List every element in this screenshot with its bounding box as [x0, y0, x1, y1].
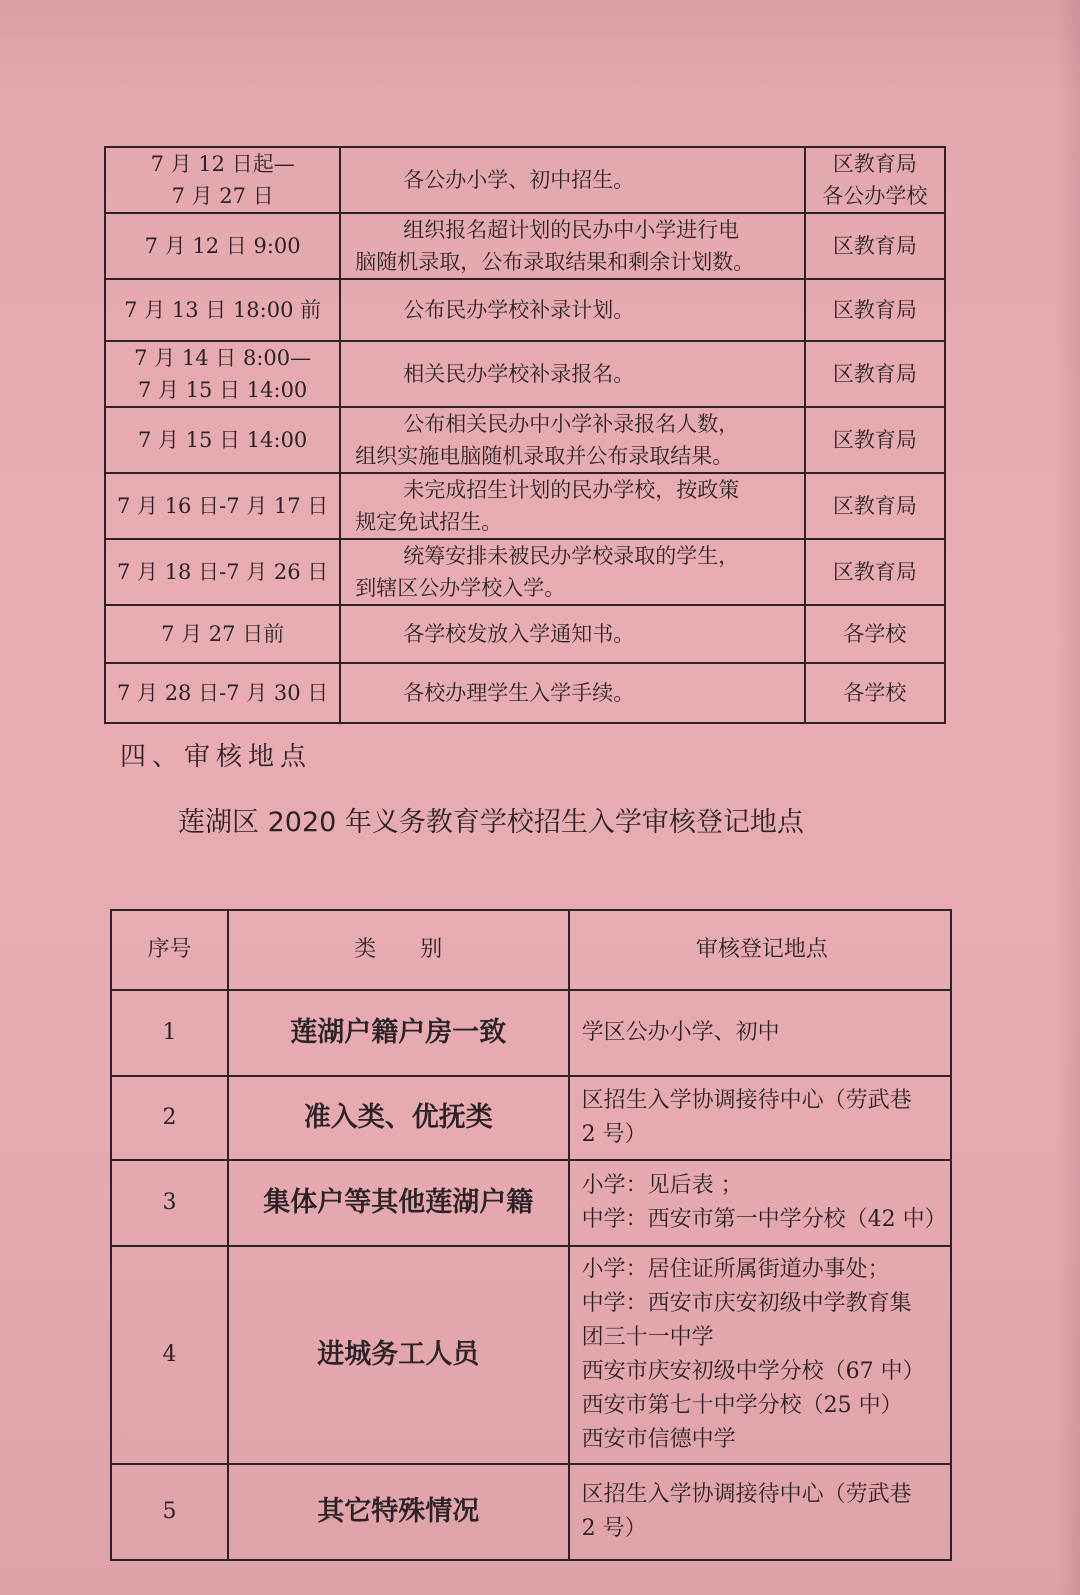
schedule-task: 各学校发放入学通知书。	[403, 622, 635, 646]
location-place-cell	[569, 1076, 951, 1160]
schedule-date-cell	[105, 341, 340, 407]
schedule-task-cell	[340, 539, 805, 605]
schedule-dept: 区教育局	[832, 494, 917, 518]
schedule-date-cell	[105, 539, 340, 605]
schedule-dept: 区教育局	[832, 362, 917, 386]
schedule-date-cell	[105, 147, 340, 213]
schedule-date: 7 月 14 日 8:00—	[134, 346, 312, 370]
location-row-number: 2	[111, 1076, 228, 1160]
location-place-cell	[569, 990, 951, 1076]
location-place-cell	[569, 1160, 951, 1246]
paper-edge-shadow	[1056, 0, 1080, 1595]
schedule-dept: 各学校	[843, 622, 907, 646]
section-heading: 四、审核地点	[120, 742, 313, 772]
schedule-date-cell	[105, 605, 340, 663]
schedule-row	[105, 213, 945, 279]
schedule-task: 组织报名超计划的民办中小学进行电	[403, 218, 740, 242]
schedule-row	[105, 147, 945, 213]
schedule-dept: 区教育局	[832, 152, 917, 176]
schedule-task-cell	[340, 605, 805, 663]
schedule-dept-cell	[805, 407, 945, 473]
location-category: 进城务工人员	[228, 1246, 569, 1464]
schedule-task-cell	[340, 473, 805, 539]
location-row	[111, 990, 951, 1076]
location-place: 中学：西安市第一中学分校（42 中）	[581, 1207, 947, 1232]
location-table-title: 莲湖区 2020 年义务教育学校招生入学审核登记地点	[178, 807, 804, 838]
location-row	[111, 1464, 951, 1560]
location-row	[111, 1160, 951, 1246]
location-place: 中学：西安市庆安初级中学教育集	[581, 1291, 912, 1316]
schedule-dept: 区教育局	[832, 560, 917, 584]
schedule-dept: 区教育局	[832, 234, 917, 258]
schedule-table	[104, 146, 946, 724]
location-row-number: 5	[111, 1464, 228, 1560]
schedule-dept-cell	[805, 279, 945, 341]
schedule-date: 7 月 13 日 18:00 前	[124, 298, 322, 322]
schedule-date: 7 月 12 日起—	[150, 152, 295, 176]
schedule-row	[105, 663, 945, 723]
schedule-date-cell	[105, 407, 340, 473]
schedule-date: 7 月 16 日-7 月 17 日	[116, 494, 329, 518]
location-place: 西安市庆安初级中学分校（67 中）	[581, 1359, 925, 1384]
schedule-task-cell	[340, 279, 805, 341]
schedule-date: 7 月 27 日	[171, 184, 274, 208]
location-place: 2 号）	[581, 1122, 647, 1147]
location-row-number: 1	[111, 990, 228, 1076]
schedule-task-cell	[340, 663, 805, 723]
schedule-task-cell	[340, 213, 805, 279]
schedule-row	[105, 279, 945, 341]
schedule-date: 7 月 28 日-7 月 30 日	[116, 681, 329, 705]
schedule-dept: 区教育局	[832, 428, 917, 452]
schedule-row	[105, 473, 945, 539]
location-row	[111, 1246, 951, 1464]
schedule-row	[105, 605, 945, 663]
location-place: 小学：居住证所属街道办事处；	[581, 1257, 890, 1282]
schedule-task: 各校办理学生入学手续。	[403, 681, 635, 705]
schedule-task: 统筹安排未被民办学校录取的学生，	[403, 544, 740, 568]
schedule-task-cell	[340, 147, 805, 213]
schedule-date: 7 月 18 日-7 月 26 日	[116, 560, 329, 584]
schedule-task: 脑随机录取，公布录取结果和剩余计划数。	[355, 250, 755, 274]
location-place: 学区公办小学、初中	[581, 1020, 780, 1045]
schedule-date-cell	[105, 663, 340, 723]
location-place: 区招生入学协调接待中心（劳武巷	[581, 1482, 912, 1507]
header-number: 序号	[111, 910, 228, 990]
location-place: 西安市信德中学	[581, 1427, 736, 1452]
schedule-task-cell	[340, 341, 805, 407]
location-place: 西安市第七十中学分校（25 中）	[581, 1393, 903, 1418]
location-place: 团三十一中学	[581, 1325, 714, 1350]
location-category: 其它特殊情况	[228, 1464, 569, 1560]
location-table	[110, 909, 952, 1561]
schedule-task: 相关民办学校补录报名。	[403, 362, 635, 386]
schedule-dept: 各公办学校	[822, 184, 928, 208]
location-place: 小学：见后表 ；	[581, 1173, 743, 1198]
location-category: 准入类、优抚类	[228, 1076, 569, 1160]
schedule-date: 7 月 15 日 14:00	[137, 378, 308, 402]
location-table-header-row	[111, 910, 951, 990]
schedule-date: 7 月 15 日 14:00	[137, 428, 308, 452]
schedule-task: 到辖区公办学校入学。	[355, 576, 566, 600]
schedule-dept-cell	[805, 663, 945, 723]
schedule-dept: 各学校	[843, 681, 907, 705]
schedule-row	[105, 407, 945, 473]
schedule-dept-cell	[805, 213, 945, 279]
schedule-dept: 区教育局	[832, 298, 917, 322]
schedule-dept-cell	[805, 539, 945, 605]
schedule-row	[105, 539, 945, 605]
paper-fold-shadow	[0, 0, 1080, 90]
location-category: 集体户等其他莲湖户籍	[228, 1160, 569, 1246]
location-row-number: 4	[111, 1246, 228, 1464]
schedule-task: 公布相关民办中小学补录报名人数，	[403, 412, 740, 436]
schedule-dept-cell	[805, 473, 945, 539]
schedule-date: 7 月 12 日 9:00	[144, 234, 301, 258]
location-place-cell	[569, 1246, 951, 1464]
schedule-task: 公布民办学校补录计划。	[403, 298, 635, 322]
schedule-task: 各公办小学、初中招生。	[403, 168, 635, 192]
schedule-date-cell	[105, 473, 340, 539]
schedule-table-body	[105, 147, 945, 723]
schedule-task: 规定免试招生。	[355, 510, 503, 534]
schedule-task-cell	[340, 407, 805, 473]
location-row	[111, 1076, 951, 1160]
location-row-number: 3	[111, 1160, 228, 1246]
location-place: 2 号）	[581, 1516, 647, 1541]
schedule-dept-cell	[805, 605, 945, 663]
schedule-date: 7 月 27 日前	[161, 622, 285, 646]
schedule-task: 组织实施电脑随机录取并公布录取结果。	[355, 444, 734, 468]
location-place-cell	[569, 1464, 951, 1560]
header-category: 类 别	[228, 910, 569, 990]
location-category: 莲湖户籍户房一致	[228, 990, 569, 1076]
schedule-date-cell	[105, 279, 340, 341]
schedule-row	[105, 341, 945, 407]
header-location: 审核登记地点	[569, 910, 951, 990]
schedule-dept-cell	[805, 341, 945, 407]
location-place: 区招生入学协调接待中心（劳武巷	[581, 1088, 912, 1113]
location-table-body	[111, 910, 951, 1560]
schedule-date-cell	[105, 213, 340, 279]
schedule-dept-cell	[805, 147, 945, 213]
schedule-task: 未完成招生计划的民办学校，按政策	[403, 478, 740, 502]
